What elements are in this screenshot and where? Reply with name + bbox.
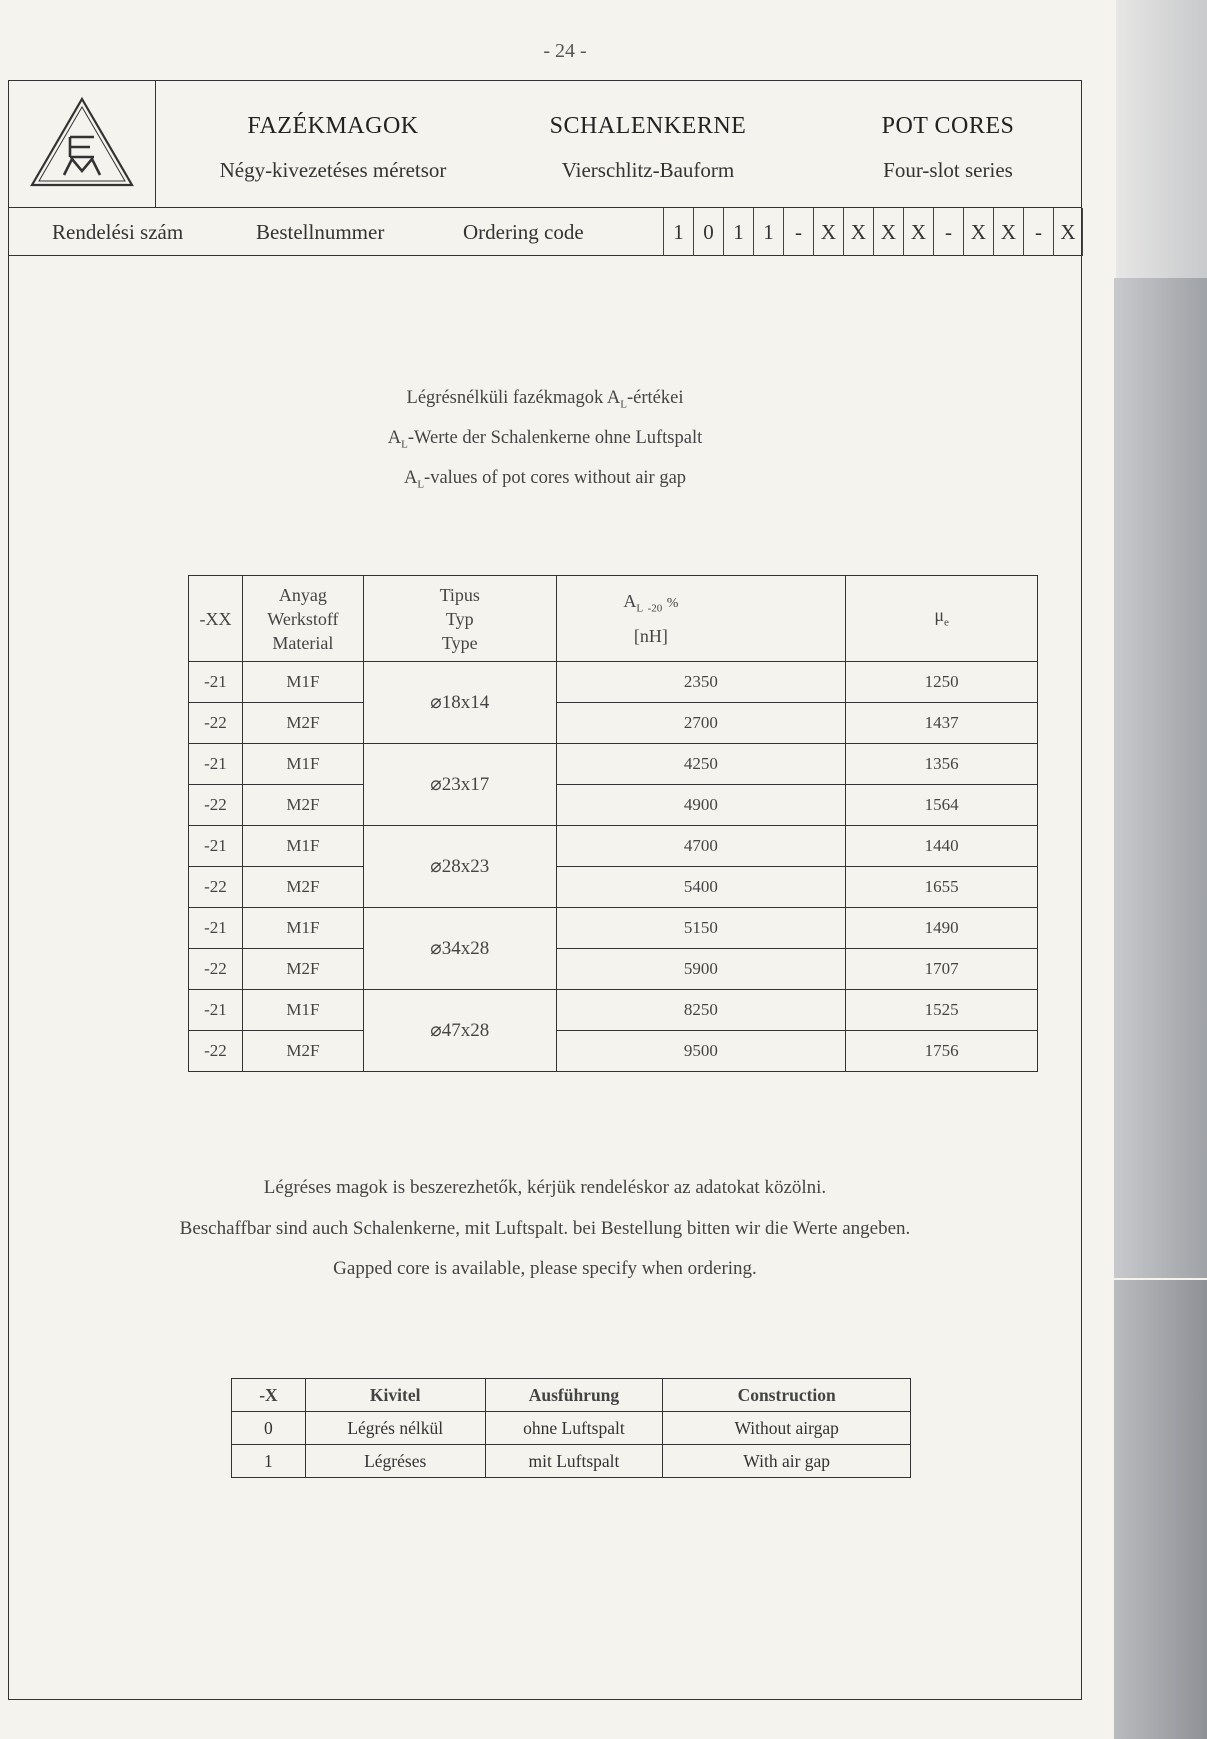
header-al-label — [507, 589, 796, 621]
execution-header-row — [232, 1379, 911, 1412]
exec-cell: Légréses — [305, 1445, 485, 1478]
exec-cell: 0 — [232, 1412, 306, 1445]
exec-cell: Without airgap — [663, 1412, 911, 1445]
cell-type: ⌀47x28 — [363, 990, 556, 1072]
header-title-en: POT CORES — [881, 113, 1015, 139]
cell-xx: -21 — [189, 826, 243, 867]
table-title-en — [0, 458, 1090, 498]
cell-mu: 1440 — [846, 826, 1038, 867]
header — [8, 80, 1082, 208]
logo-icon — [28, 95, 136, 191]
page-number: - 24 - — [543, 40, 587, 62]
header-subtitle-en: Four-slot series — [883, 158, 1013, 182]
ordering-label-de: Bestellnummer — [256, 220, 385, 244]
cell-material: M1F — [242, 908, 363, 949]
cell-al: 5150 — [556, 908, 846, 949]
execution-row — [232, 1445, 911, 1478]
cell-mu: 1250 — [846, 662, 1038, 703]
cell-type: ⌀34x28 — [363, 908, 556, 990]
execution-row — [232, 1412, 911, 1445]
header-mu-main: μ — [934, 604, 944, 625]
cell-material: M1F — [242, 744, 363, 785]
header-type-en: Type — [441, 632, 478, 653]
code-cell: 1 — [723, 208, 753, 256]
header-xx: -XX — [189, 576, 243, 662]
header-title-de: SCHALENKERNE — [549, 113, 747, 139]
cell-material: M1F — [242, 826, 363, 867]
cell-xx: -22 — [189, 1031, 243, 1072]
cell-mu: 1707 — [846, 949, 1038, 990]
code-cell: X — [1053, 208, 1083, 256]
cell-xx: -21 — [189, 908, 243, 949]
logo — [8, 80, 156, 208]
header-mu-sub: e — [943, 616, 949, 629]
exec-cell: ohne Luftspalt — [485, 1412, 663, 1445]
code-cell: X — [873, 208, 903, 256]
cell-material: M2F — [242, 785, 363, 826]
code-cell: X — [813, 208, 843, 256]
cell-al: 4900 — [556, 785, 846, 826]
note-de: Beschaffbar sind auch Schalenkerne, mit Luftspalt. bei Bestellung bitten wir die Werte angeben. — [179, 1218, 911, 1239]
cell-al: 5900 — [556, 949, 846, 990]
exec-header-construction: Construction — [663, 1379, 911, 1412]
cell-al: 8250 — [556, 990, 846, 1031]
cell-al: 2350 — [556, 662, 846, 703]
cell-mu: 1490 — [846, 908, 1038, 949]
code-cell: - — [933, 208, 963, 256]
title-hu-suffix: -értékei — [626, 388, 684, 408]
code-cell: X — [963, 208, 993, 256]
cell-material: M2F — [242, 703, 363, 744]
code-cell: 1 — [753, 208, 783, 256]
ordering-label-hu: Rendelési szám — [52, 220, 184, 244]
cell-type: ⌀18x14 — [363, 662, 556, 744]
title-en-sub: L — [417, 478, 425, 491]
cell-xx: -22 — [189, 785, 243, 826]
cell-mu: 1525 — [846, 990, 1038, 1031]
cell-type: ⌀23x17 — [363, 744, 556, 826]
header-col-de — [498, 113, 798, 183]
code-cell: X — [843, 208, 873, 256]
header-subtitle-de: Vierschlitz-Bauform — [561, 158, 735, 182]
code-cell: - — [783, 208, 813, 256]
cell-material: M1F — [242, 662, 363, 703]
cell-mu: 1356 — [846, 744, 1038, 785]
table-row — [189, 785, 1038, 826]
cell-xx: -22 — [189, 703, 243, 744]
code-cell: - — [1023, 208, 1053, 256]
header-col-hu — [168, 113, 498, 183]
header-subtitle-hu: Négy-kivezetéses méretsor — [219, 158, 447, 182]
title-de-sub: L — [401, 438, 408, 451]
ordering-code — [663, 208, 1083, 256]
title-hu-prefix: Légrésnélküli fazékmagok A — [406, 388, 621, 408]
header-material — [242, 576, 363, 662]
ordering-label-en: Ordering code — [463, 220, 584, 244]
title-de-suffix: -Werte der Schalenkerne ohne Luftspalt — [407, 428, 703, 448]
header-type-de: Typ — [445, 608, 474, 629]
table-row — [189, 990, 1038, 1031]
cell-type: ⌀28x23 — [363, 826, 556, 908]
title-de-prefix: A — [387, 428, 402, 448]
scan-edge — [1114, 278, 1207, 1278]
header-title-hu: FAZÉKMAGOK — [247, 113, 419, 139]
table-row — [189, 826, 1038, 867]
header-mu — [846, 576, 1038, 662]
header-al-unit: [nH] — [633, 626, 668, 647]
execution-table — [231, 1378, 911, 1478]
cell-mu: 1756 — [846, 1031, 1038, 1072]
header-type-hu: Tipus — [439, 584, 480, 605]
cell-mu: 1564 — [846, 785, 1038, 826]
cell-xx: -22 — [189, 867, 243, 908]
cell-al: 4250 — [556, 744, 846, 785]
table-title-de — [0, 418, 1090, 458]
header-al — [556, 576, 846, 662]
cell-xx: -21 — [189, 990, 243, 1031]
scan-edge-lower — [1114, 1280, 1207, 1739]
table-row — [189, 703, 1038, 744]
cell-material: M2F — [242, 1031, 363, 1072]
exec-header-kivitel: Kivitel — [305, 1379, 485, 1412]
header-al-pct: % — [666, 595, 679, 611]
header-al-sub: L — [636, 602, 644, 615]
header-al-tol: -20 — [647, 602, 663, 615]
header-material-de: Werkstoff — [267, 608, 339, 629]
table-row — [189, 949, 1038, 990]
table-title-hu — [0, 378, 1090, 418]
table-title — [0, 378, 1090, 498]
header-material-hu: Anyag — [278, 584, 327, 605]
cell-xx: -22 — [189, 949, 243, 990]
code-cell: 1 — [663, 208, 693, 256]
note-hu: Légréses magok is beszerezhetők, kérjük rendeléskor az adatokat közölni. — [263, 1177, 827, 1198]
table-row — [189, 662, 1038, 703]
cell-al: 9500 — [556, 1031, 846, 1072]
exec-header-x: -X — [232, 1379, 306, 1412]
exec-header-ausfuhrung: Ausführung — [485, 1379, 663, 1412]
ordering-code-row — [8, 208, 1082, 256]
header-col-en — [828, 113, 1068, 183]
cell-mu: 1437 — [846, 703, 1038, 744]
cell-al: 4700 — [556, 826, 846, 867]
table-row — [189, 1031, 1038, 1072]
cell-mu: 1655 — [846, 867, 1038, 908]
exec-cell: mit Luftspalt — [485, 1445, 663, 1478]
cell-al: 2700 — [556, 703, 846, 744]
cell-xx: -21 — [189, 662, 243, 703]
title-en-suffix: -values of pot cores without air gap — [424, 468, 687, 488]
table-header-row — [189, 576, 1038, 662]
cell-material: M2F — [242, 949, 363, 990]
code-cell: X — [993, 208, 1023, 256]
header-material-en: Material — [272, 632, 334, 653]
al-values-table — [188, 575, 1038, 1072]
code-cell: 0 — [693, 208, 723, 256]
cell-al: 5400 — [556, 867, 846, 908]
header-al-main: A — [623, 590, 637, 611]
exec-cell: With air gap — [663, 1445, 911, 1478]
cell-xx: -21 — [189, 744, 243, 785]
cell-material: M1F — [242, 990, 363, 1031]
title-hu-sub: L — [620, 398, 627, 411]
exec-cell: Légrés nélkül — [305, 1412, 485, 1445]
title-en-prefix: A — [403, 468, 418, 488]
code-cell: X — [903, 208, 933, 256]
cell-material: M2F — [242, 867, 363, 908]
table-row — [189, 744, 1038, 785]
exec-cell: 1 — [232, 1445, 306, 1478]
table-row — [189, 867, 1038, 908]
table-row — [189, 908, 1038, 949]
note-en: Gapped core is available, please specify when ordering. — [333, 1258, 757, 1279]
